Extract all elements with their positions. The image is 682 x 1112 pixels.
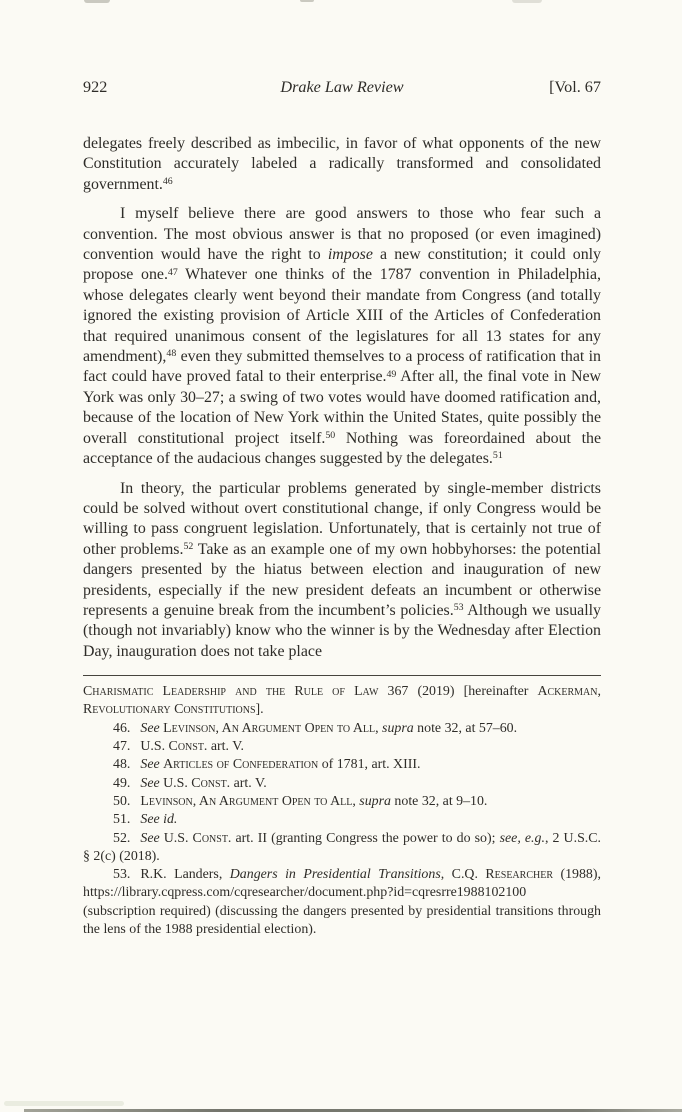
footnote-continuation: Charismatic Leadership and the Rule of Law 367 (2019) [hereinafter Ackerman, Revolutionary Constitutions]. (83, 684, 601, 718)
body-paragraph: delegates freely described as imbecilic, in favor of what opponents of the new Constitution accurately labeled a radically transformed and consolidated government.$^{46}$ (83, 135, 601, 193)
scan-speck (512, 0, 542, 3)
footnote-separator-rule (83, 675, 601, 676)
scan-speck (300, 0, 314, 2)
page-content (83, 78, 601, 939)
footnote-46: 46. See Levinson, An Argument Open to All, supra note 32, at 57–60. (113, 720, 518, 736)
footnote-53: 53. R.K. Landers, Dangers in Presidential Transitions, C.Q. Researcher (1988), https://library.cqpress.com/cqresearcher/document.php?id=cqresrre1988102100 (subscription required) (discussing the dangers presented by presidential transitions through the lens of the 1988 presidential election). (83, 867, 601, 938)
journal-title: Drake Law Review (280, 78, 404, 96)
body-paragraph: I myself believe there are good answers to those who fear such a convention. The most obvious answer is that no proposed (or even imagined) convention would have the right to impose a new constitution; it could only propose one.$^{47}$ Whatever one thinks of the 1787 convention in Philadelphia, whose delegates clearly went beyond their mandate from Congress (and totally ignored the existing provision of Article XIII of the Articles of Confederation that required unanimous consent of the legislatures for all 13 states for any amendment),$^{48}$ even they submitted themselves to a process of ratification that in fact could have proved fatal to their enterprise.$^{49}$ After all, the final vote in New York was only 30–27; a swing of two votes would have doomed ratification and, because of the location of New York within the United States, quite possibly the overall constitutional project itself.$^{50}$ Nothing was foreordained about the acceptance of the audacious changes suggested by the delegates.$^{51}$ (83, 205, 602, 468)
body-paragraph: In theory, the particular problems generated by single-member districts could be solved without overt constitutional change, if only Congress would be willing to pass congruent legislation. Unfortunately, that is certainly not true of other problems.$^{52}$ Take as an example one of my own hobbyhorses: the potential dangers presented by the hiatus between election and inauguration of new presidents, especially if the new president defeats an incumbent or otherwise represents a genuine break from the incumbent’s policies.$^{53}$ Although we usually (though not invariably) know who the winner is by the Wednesday after Election Day, inauguration does not take place (83, 479, 601, 660)
footnote-51: 51. See id. (113, 812, 178, 828)
footnote-48: 48. See Articles of Confederation of 1781, art. XIII. (113, 757, 421, 773)
footnote-52: 52. See U.S. Const. art. II (granting Congress the power to do so); see, e.g., 2 U.S.C. § 2(c) (2018). (83, 830, 602, 864)
footnote-49: 49. See U.S. Const. art. V. (113, 775, 267, 791)
footnote-50: 50. Levinson, An Argument Open to All, supra note 32, at 9–10. (113, 793, 488, 809)
running-head (83, 78, 601, 97)
article-body (83, 134, 601, 662)
page-number: 922 (83, 78, 108, 96)
scan-smudge (4, 1101, 124, 1106)
footnote-47: 47. U.S. Const. art. V. (113, 739, 244, 755)
scan-speck (84, 0, 110, 3)
volume-label: [Vol. 67 (549, 78, 601, 96)
footnotes-section (83, 683, 601, 939)
